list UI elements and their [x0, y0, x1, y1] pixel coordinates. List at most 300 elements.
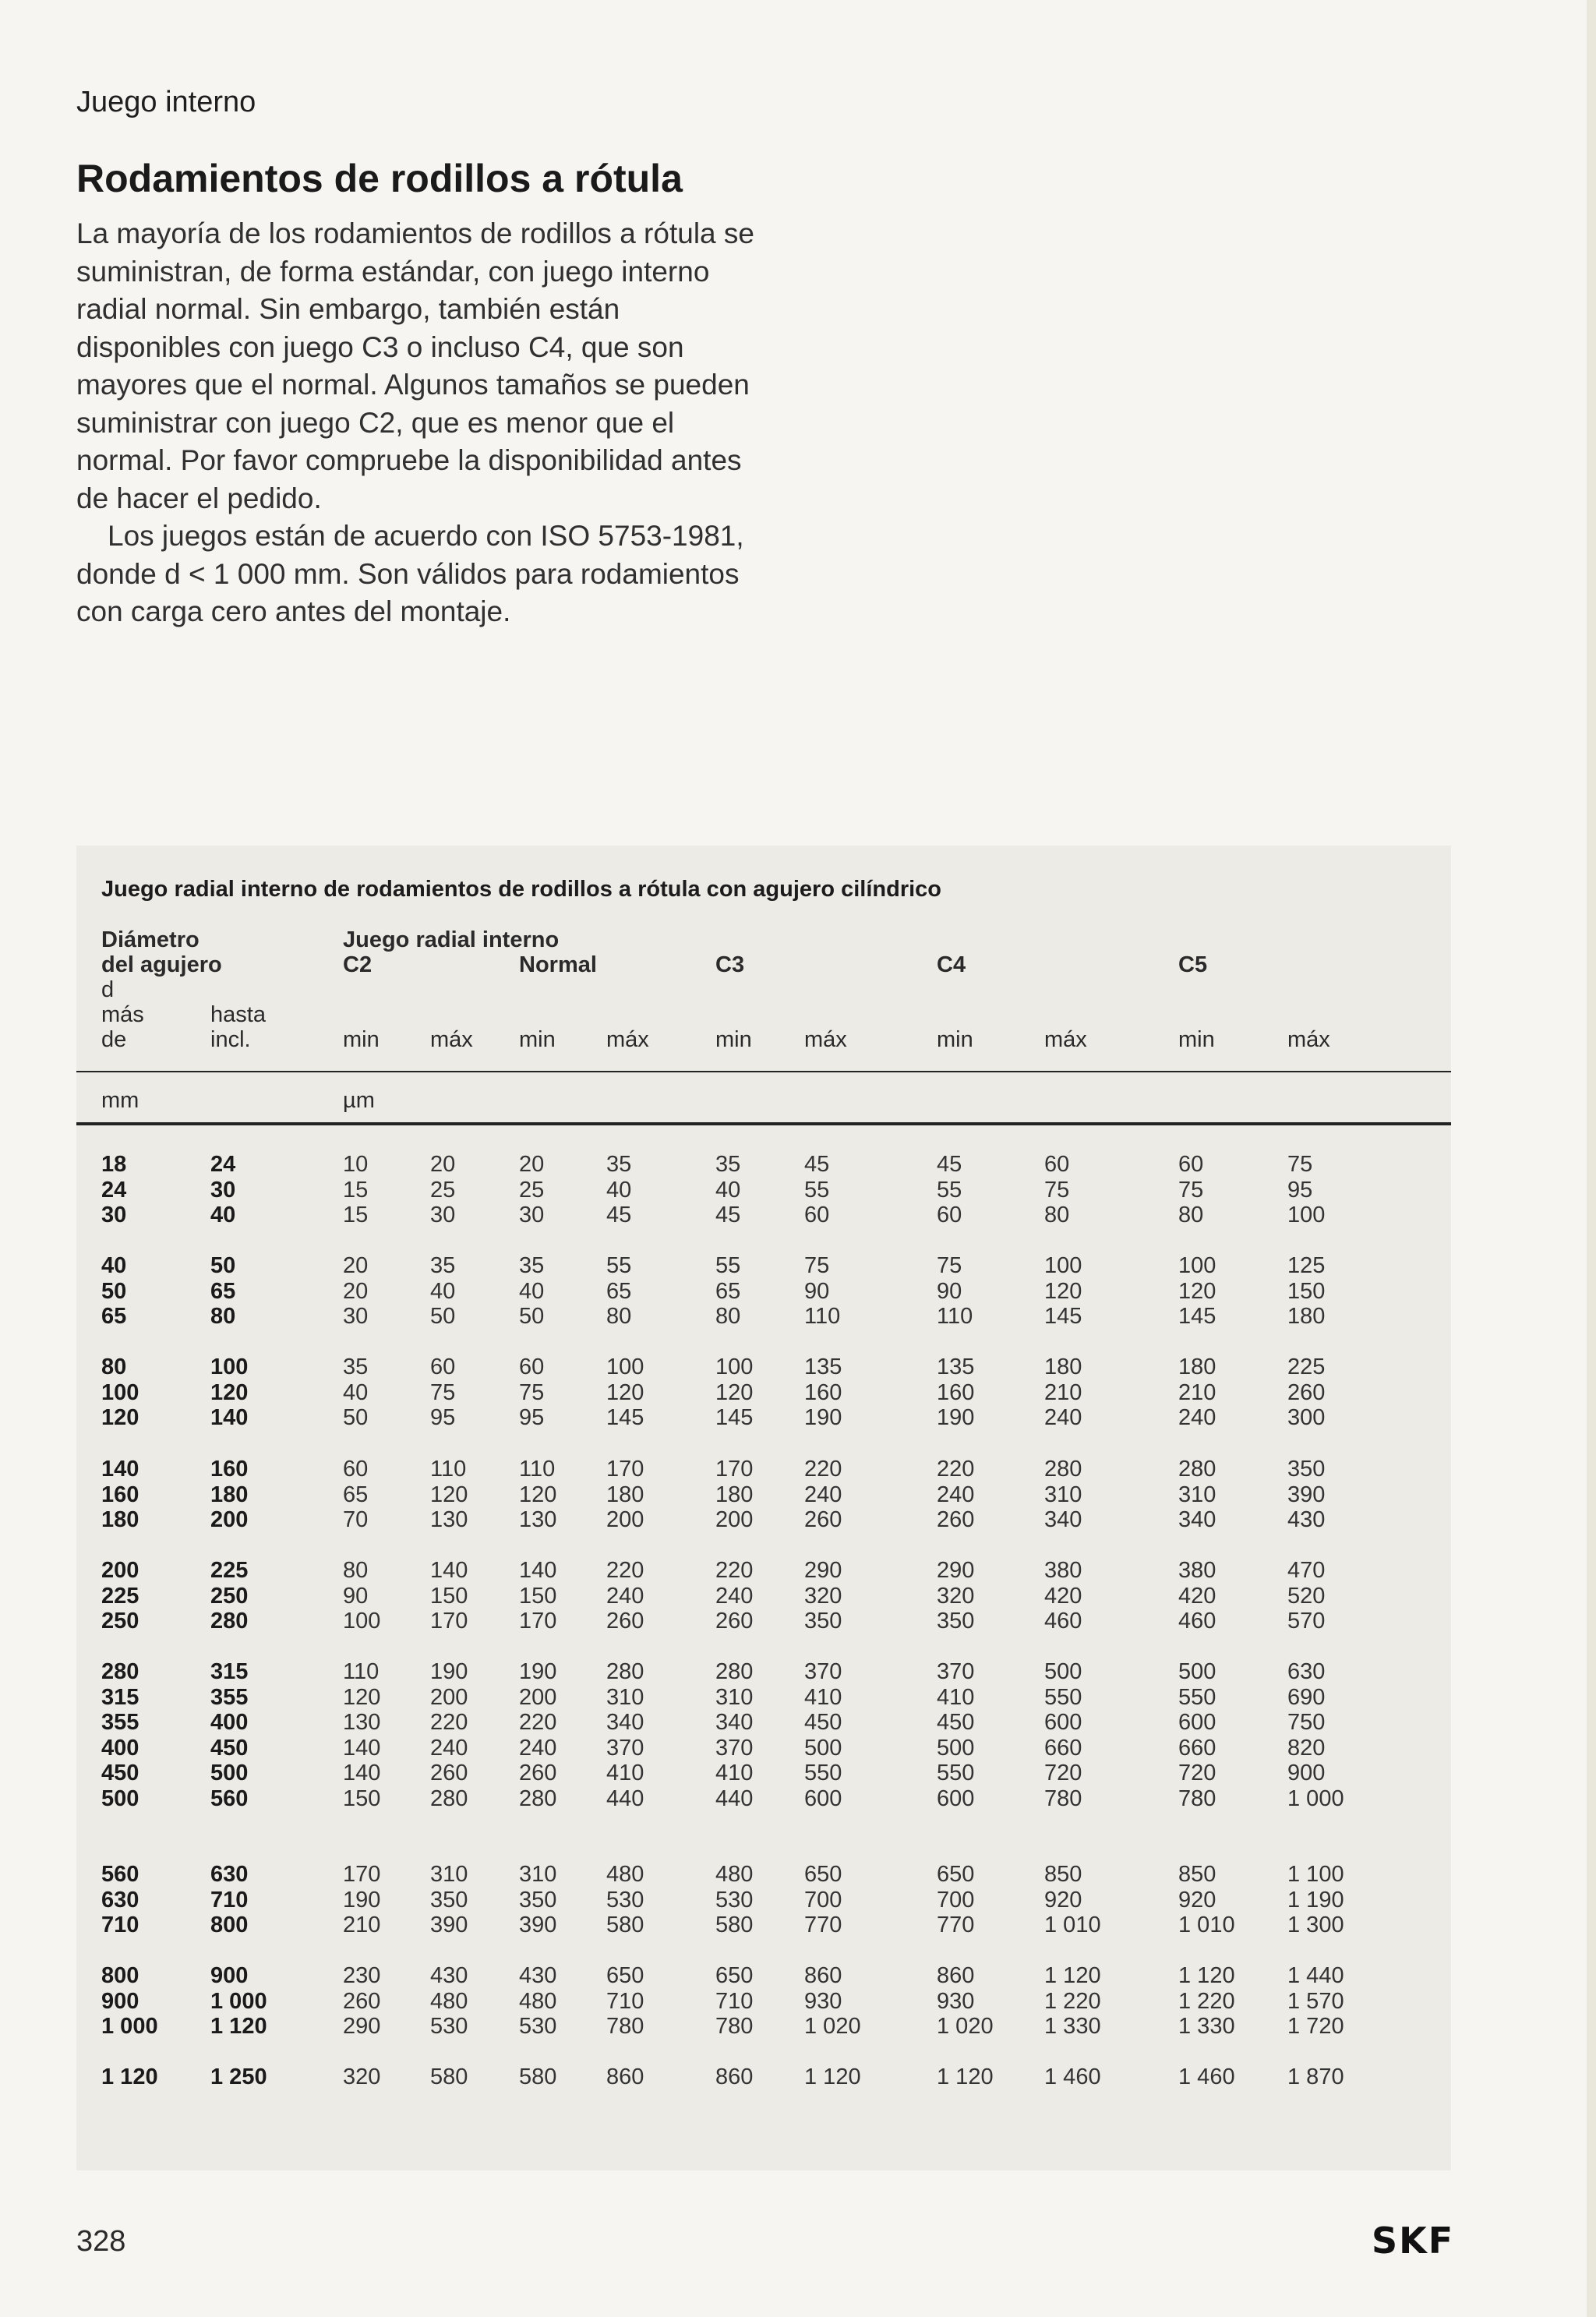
table-row: [0, 1507, 1596, 1533]
table-cell: 450: [210, 1735, 249, 1761]
table-cell: 24: [101, 1177, 127, 1203]
table-cell: 80: [1178, 1203, 1204, 1227]
table-cell: 160: [804, 1379, 842, 1405]
table-cell: 180: [715, 1482, 754, 1507]
table-cell: 780: [1044, 1785, 1082, 1811]
table-cell: 25: [430, 1177, 456, 1203]
table-cell: 710: [210, 1887, 249, 1913]
table-cell: 220: [430, 1710, 468, 1735]
table-cell: 100: [1287, 1203, 1326, 1227]
table-cell: 110: [343, 1659, 380, 1684]
table-cell: 50: [210, 1253, 236, 1278]
table-row: [0, 1178, 1596, 1203]
table-cell: 200: [519, 1684, 557, 1710]
table-cell: 1 330: [1044, 2014, 1101, 2039]
table-cell: 370: [937, 1659, 975, 1684]
header-clearance: Juego radial interno: [343, 927, 560, 952]
table-cell: 710: [101, 1913, 139, 1937]
table-cell: 355: [101, 1710, 139, 1735]
row-group: [0, 1355, 1596, 1431]
table-cell: 40: [210, 1203, 236, 1227]
table-cell: 100: [1178, 1253, 1216, 1278]
table-cell: 240: [1044, 1405, 1082, 1430]
table-cell: 120: [1178, 1278, 1216, 1304]
table-cell: 630: [1287, 1659, 1326, 1684]
table-cell: 1 120: [937, 2064, 994, 2089]
table-cell: 210: [1178, 1379, 1216, 1405]
table-cell: 350: [519, 1887, 557, 1913]
table-cell: 290: [343, 2014, 381, 2039]
table-cell: 20: [519, 1152, 545, 1177]
table-cell: 430: [430, 1963, 468, 1988]
table-cell: 40: [101, 1253, 127, 1278]
table-cell: 60: [937, 1203, 962, 1227]
header-c4-max: máx: [1044, 1027, 1087, 1052]
table-cell: 820: [1287, 1735, 1326, 1761]
table-cell: 280: [519, 1785, 557, 1811]
table-cell: 460: [1044, 1609, 1082, 1634]
table-cell: 410: [937, 1684, 975, 1710]
table-cell: 320: [343, 2064, 381, 2089]
table-cell: 1 120: [804, 2064, 861, 2089]
table-cell: 920: [1178, 1887, 1216, 1913]
table-cell: 220: [804, 1457, 842, 1482]
table-cell: 770: [937, 1913, 975, 1937]
table-cell: 920: [1044, 1887, 1082, 1913]
table-cell: 550: [1044, 1684, 1082, 1710]
table-cell: 65: [715, 1278, 741, 1304]
table-cell: 500: [804, 1735, 842, 1761]
table-cell: 560: [210, 1785, 249, 1811]
table-cell: 370: [606, 1735, 644, 1761]
table-cell: 100: [101, 1379, 139, 1405]
table-cell: 180: [606, 1482, 644, 1507]
table-cell: 35: [519, 1253, 545, 1278]
table-cell: 75: [1287, 1152, 1313, 1177]
table-cell: 1 190: [1287, 1887, 1344, 1913]
table-cell: 20: [430, 1152, 456, 1177]
table-cell: 1 570: [1287, 1988, 1344, 2014]
table-cell: 710: [715, 1988, 754, 2014]
row-group: [0, 1659, 1596, 1811]
table-cell: 210: [343, 1913, 381, 1937]
table-cell: 260: [430, 1761, 468, 1785]
unit-clearance: µm: [343, 1088, 375, 1113]
table-cell: 200: [715, 1507, 754, 1532]
table-cell: 550: [804, 1761, 842, 1785]
table-cell: 80: [1044, 1203, 1070, 1227]
table-cell: 140: [210, 1405, 249, 1430]
table-cell: 500: [1044, 1659, 1082, 1684]
table-cell: 280: [1044, 1457, 1082, 1482]
header-incl-2: incl.: [210, 1027, 251, 1052]
table-cell: 320: [937, 1583, 975, 1609]
table-cell: 1 120: [1044, 1963, 1101, 1988]
header-class-normal: Normal: [519, 952, 597, 977]
table-cell: 120: [343, 1684, 381, 1710]
table-cell: 340: [715, 1710, 754, 1735]
table-cell: 75: [1044, 1177, 1070, 1203]
table-cell: 240: [606, 1583, 644, 1609]
header-over: más: [101, 1002, 144, 1027]
table-cell: 500: [101, 1785, 139, 1811]
table-cell: 95: [430, 1405, 456, 1430]
table-cell: 120: [715, 1379, 754, 1405]
table-row: [0, 1659, 1596, 1685]
header-class-c5: C5: [1178, 952, 1208, 977]
table-cell: 50: [101, 1278, 127, 1304]
table-cell: 30: [343, 1304, 369, 1329]
table-cell: 15: [343, 1177, 369, 1203]
table-cell: 120: [606, 1379, 644, 1405]
header-bore-line2: del agujero: [101, 952, 222, 977]
table-cell: 100: [343, 1609, 381, 1634]
table-cell: 260: [715, 1609, 754, 1634]
table-cell: 40: [519, 1278, 545, 1304]
table-cell: 120: [430, 1482, 468, 1507]
table-cell: 350: [804, 1609, 842, 1634]
table-cell: 60: [519, 1355, 545, 1379]
table-cell: 1 460: [1044, 2064, 1101, 2089]
table-cell: 65: [606, 1278, 632, 1304]
table-cell: 800: [210, 1913, 249, 1937]
table-cell: 720: [1178, 1761, 1216, 1785]
table-cell: 10: [343, 1152, 369, 1177]
row-group: [0, 1253, 1596, 1330]
table-cell: 65: [101, 1304, 127, 1329]
table-cell: 690: [1287, 1684, 1326, 1710]
table-cell: 470: [1287, 1558, 1326, 1583]
table-cell: 35: [715, 1152, 741, 1177]
table-cell: 530: [606, 1887, 644, 1913]
table-cell: 40: [715, 1177, 741, 1203]
table-cell: 550: [1178, 1684, 1216, 1710]
table-cell: 1 000: [1287, 1785, 1344, 1811]
table-cell: 40: [343, 1379, 369, 1405]
table-cell: 140: [430, 1558, 468, 1583]
table-cell: 580: [606, 1913, 644, 1937]
table-cell: 75: [1178, 1177, 1204, 1203]
header-over-2: de: [101, 1027, 127, 1052]
table-cell: 18: [101, 1152, 127, 1177]
table-cell: 750: [1287, 1710, 1326, 1735]
table-cell: 200: [101, 1558, 139, 1583]
table-cell: 460: [1178, 1609, 1216, 1634]
table-cell: 150: [1287, 1278, 1326, 1304]
table-cell: 850: [1178, 1862, 1216, 1887]
table-cell: 20: [343, 1253, 369, 1278]
table-cell: 210: [1044, 1379, 1082, 1405]
table-cell: 370: [715, 1735, 754, 1761]
table-cell: 60: [343, 1457, 369, 1482]
table-cell: 110: [804, 1304, 841, 1329]
table-cell: 1 000: [210, 1988, 267, 2014]
table-cell: 780: [1178, 1785, 1216, 1811]
table-cell: 260: [1287, 1379, 1326, 1405]
table-cell: 1 100: [1287, 1862, 1344, 1887]
table-row: [0, 1989, 1596, 2015]
table-cell: 75: [804, 1253, 830, 1278]
table-cell: 710: [606, 1988, 644, 2014]
table-cell: 420: [1044, 1583, 1082, 1609]
paragraph-1: La mayoría de los rodamientos de rodillos a rótula se suministran, de forma estándar, con juego interno radial normal. Sin embargo, también están disponibles con juego C3 o incluso C4, que son mayores que el normal. Algunos tamaños se pueden suministrar con juego C2, que es menor que el normal. Por favor compruebe la disponibilidad antes de hacer el pedido.: [76, 217, 754, 514]
table-cell: 225: [1287, 1355, 1326, 1379]
table-cell: 100: [715, 1355, 754, 1379]
header-c4-min: min: [937, 1027, 973, 1052]
table-row: [0, 1304, 1596, 1330]
table-cell: 290: [804, 1558, 842, 1583]
table-cell: 30: [101, 1203, 127, 1227]
unit-bore: mm: [101, 1088, 139, 1113]
header-incl: hasta: [210, 1002, 266, 1027]
table-cell: 355: [210, 1684, 249, 1710]
table-cell: 430: [519, 1963, 557, 1988]
table-cell: 340: [1178, 1507, 1216, 1532]
table-cell: 220: [606, 1558, 644, 1583]
table-cell: 860: [804, 1963, 842, 1988]
table-cell: 250: [101, 1609, 139, 1634]
table-cell: 350: [1287, 1457, 1326, 1482]
table-row: [0, 1380, 1596, 1406]
table-cell: 75: [937, 1253, 962, 1278]
table-cell: 1 010: [1178, 1913, 1235, 1937]
table-cell: 140: [343, 1735, 381, 1761]
table-cell: 95: [519, 1405, 545, 1430]
table-cell: 1 870: [1287, 2064, 1344, 2089]
table-cell: 1 720: [1287, 2014, 1344, 2039]
header-class-c4: C4: [937, 952, 966, 977]
table-cell: 320: [804, 1583, 842, 1609]
table-cell: 75: [430, 1379, 456, 1405]
table-cell: 80: [606, 1304, 632, 1329]
table-cell: 350: [937, 1609, 975, 1634]
table-cell: 225: [101, 1583, 139, 1609]
units-rule: [76, 1122, 1451, 1125]
table-cell: 500: [1178, 1659, 1216, 1684]
table-cell: 60: [1044, 1152, 1070, 1177]
table-row: [0, 1761, 1596, 1786]
table-cell: 315: [210, 1659, 249, 1684]
table-cell: 130: [519, 1507, 557, 1532]
table-cell: 410: [715, 1761, 754, 1785]
table-cell: 380: [1044, 1558, 1082, 1583]
table-cell: 1 000: [101, 2014, 158, 2039]
table-cell: 380: [1178, 1558, 1216, 1583]
header-c2-min: min: [343, 1027, 380, 1052]
table-cell: 310: [430, 1862, 468, 1887]
table-cell: 660: [1178, 1735, 1216, 1761]
table-cell: 260: [804, 1507, 842, 1532]
table-cell: 190: [343, 1887, 381, 1913]
table-cell: 125: [1287, 1253, 1326, 1278]
table-cell: 120: [519, 1482, 557, 1507]
table-cell: 600: [804, 1785, 842, 1811]
table-cell: 700: [804, 1887, 842, 1913]
row-group: [0, 1963, 1596, 2040]
row-group: [0, 1558, 1596, 1634]
table-cell: 650: [606, 1963, 644, 1988]
table-row: [0, 1888, 1596, 1913]
table-cell: 45: [606, 1203, 632, 1227]
table-cell: 140: [519, 1558, 557, 1583]
header-bore-line1: Diámetro: [101, 927, 200, 952]
table-cell: 110: [430, 1457, 467, 1482]
table-cell: 550: [937, 1761, 975, 1785]
table-cell: 25: [519, 1177, 545, 1203]
table-cell: 440: [715, 1785, 754, 1811]
table-cell: 310: [715, 1684, 754, 1710]
table-cell: 410: [804, 1684, 842, 1710]
table-cell: 580: [715, 1913, 754, 1937]
table-cell: 280: [1178, 1457, 1216, 1482]
table-cell: 170: [606, 1457, 644, 1482]
table-cell: 420: [1178, 1583, 1216, 1609]
table-cell: 150: [343, 1785, 381, 1811]
table-cell: 700: [937, 1887, 975, 1913]
table-cell: 480: [606, 1862, 644, 1887]
table-cell: 60: [1178, 1152, 1204, 1177]
table-cell: 1 250: [210, 2064, 267, 2089]
table-cell: 280: [101, 1659, 139, 1684]
table-cell: 600: [937, 1785, 975, 1811]
table-cell: 55: [715, 1253, 741, 1278]
table-cell: 310: [606, 1684, 644, 1710]
table-cell: 860: [606, 2064, 644, 2089]
table-cell: 340: [1044, 1507, 1082, 1532]
paragraph-2: Los juegos están de acuerdo con ISO 5753-1981, donde d < 1 000 mm. Son válidos para rodamientos con carga cero antes del montaje.: [76, 520, 744, 627]
table-cell: 310: [1044, 1482, 1082, 1507]
table-row: [0, 1786, 1596, 1812]
header-normal-min: min: [519, 1027, 556, 1052]
table-cell: 170: [343, 1862, 381, 1887]
table-row: [0, 1152, 1596, 1178]
table-cell: 1 010: [1044, 1913, 1101, 1937]
page-title: Rodamientos de rodillos a rótula: [76, 157, 683, 200]
table-row: [0, 1279, 1596, 1305]
table-cell: 45: [715, 1203, 741, 1227]
table-cell: 390: [1287, 1482, 1326, 1507]
table-cell: 150: [519, 1583, 557, 1609]
table-cell: 1 330: [1178, 2014, 1235, 2039]
table-cell: 55: [606, 1253, 632, 1278]
table-row: [0, 1685, 1596, 1711]
table-cell: 65: [210, 1278, 236, 1304]
table-cell: 80: [715, 1304, 741, 1329]
table-cell: 200: [606, 1507, 644, 1532]
table-cell: 530: [519, 2014, 557, 2039]
table-cell: 140: [343, 1761, 381, 1785]
table-cell: 530: [715, 1887, 754, 1913]
table-row: [0, 1457, 1596, 1482]
table-cell: 80: [210, 1304, 236, 1329]
table-cell: 390: [430, 1913, 468, 1937]
table-cell: 90: [804, 1278, 830, 1304]
table-cell: 780: [606, 2014, 644, 2039]
table-cell: 280: [606, 1659, 644, 1684]
table-cell: 40: [606, 1177, 632, 1203]
table-row: [0, 1584, 1596, 1609]
table-cell: 580: [519, 2064, 557, 2089]
table-cell: 450: [937, 1710, 975, 1735]
table-cell: 190: [430, 1659, 468, 1684]
table-cell: 225: [210, 1558, 249, 1583]
table-cell: 120: [1044, 1278, 1082, 1304]
header-class-c3: C3: [715, 952, 745, 977]
section-label: Juego interno: [76, 86, 256, 118]
table-cell: 130: [430, 1507, 468, 1532]
table-cell: 440: [606, 1785, 644, 1811]
table-cell: 930: [937, 1988, 975, 2014]
table-cell: 260: [519, 1761, 557, 1785]
table-cell: 65: [343, 1482, 369, 1507]
table-cell: 1 120: [101, 2064, 158, 2089]
table-cell: 240: [804, 1482, 842, 1507]
table-cell: 80: [101, 1355, 127, 1379]
table-cell: 180: [210, 1482, 249, 1507]
table-cell: 180: [101, 1507, 139, 1532]
table-cell: 60: [804, 1203, 830, 1227]
table-cell: 120: [210, 1379, 249, 1405]
table-cell: 400: [210, 1710, 249, 1735]
table-cell: 55: [804, 1177, 830, 1203]
table-cell: 240: [519, 1735, 557, 1761]
table-cell: 170: [715, 1457, 754, 1482]
header-rule: [76, 1071, 1451, 1072]
header-normal-max: máx: [606, 1027, 649, 1052]
table-row: [0, 1862, 1596, 1888]
table-cell: 160: [101, 1482, 139, 1507]
table-cell: 315: [101, 1684, 139, 1710]
table-cell: 780: [715, 2014, 754, 2039]
table-cell: 30: [210, 1177, 236, 1203]
table-cell: 70: [343, 1507, 369, 1532]
table-cell: 480: [430, 1988, 468, 2014]
table-cell: 1 460: [1178, 2064, 1235, 2089]
table-cell: 260: [606, 1609, 644, 1634]
table-cell: 650: [937, 1862, 975, 1887]
table-cell: 390: [519, 1913, 557, 1937]
header-class-c2: C2: [343, 952, 373, 977]
row-group: [0, 1152, 1596, 1228]
table-cell: 290: [937, 1558, 975, 1583]
header-c3-min: min: [715, 1027, 752, 1052]
table-cell: 500: [937, 1735, 975, 1761]
table-row: [0, 1203, 1596, 1228]
table-cell: 180: [1178, 1355, 1216, 1379]
table-cell: 480: [519, 1988, 557, 2014]
table-cell: 280: [715, 1659, 754, 1684]
table-cell: 145: [1178, 1304, 1216, 1329]
table-cell: 240: [937, 1482, 975, 1507]
table-title: Juego radial interno de rodamientos de rodillos a rótula con agujero cilíndrico: [101, 877, 942, 902]
table-cell: 140: [101, 1457, 139, 1482]
table-row: [0, 1609, 1596, 1634]
table-cell: 1 120: [210, 2014, 267, 2039]
skf-logo: SKF: [1372, 2220, 1455, 2262]
table-cell: 600: [1178, 1710, 1216, 1735]
table-cell: 1 220: [1044, 1988, 1101, 2014]
table-cell: 1 300: [1287, 1913, 1344, 1937]
table-cell: 35: [606, 1152, 632, 1177]
table-row: [0, 2014, 1596, 2040]
table-cell: 145: [715, 1405, 754, 1430]
table-cell: 35: [343, 1355, 369, 1379]
table-cell: 30: [430, 1203, 456, 1227]
table-cell: 310: [1178, 1482, 1216, 1507]
table-cell: 850: [1044, 1862, 1082, 1887]
table-cell: 1 440: [1287, 1963, 1344, 1988]
table-cell: 160: [210, 1457, 249, 1482]
